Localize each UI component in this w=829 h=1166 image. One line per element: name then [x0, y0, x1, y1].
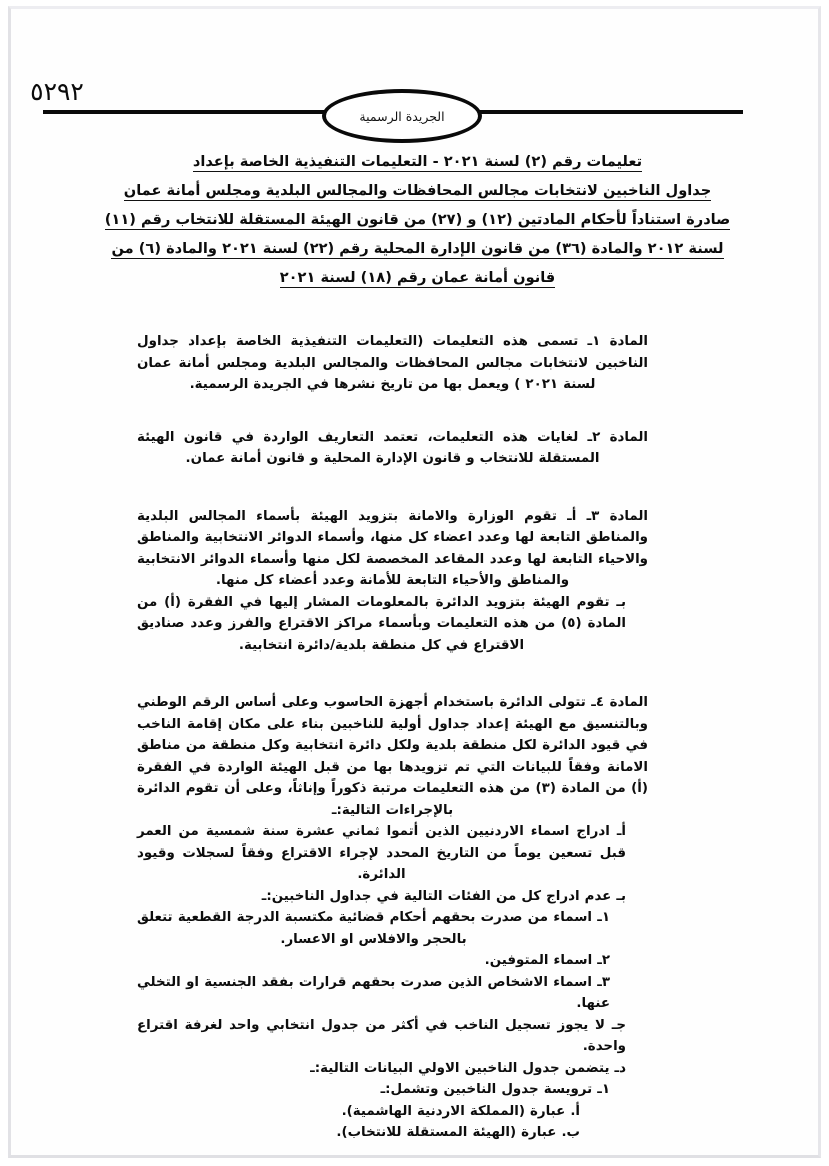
- title-line-5-text: قانون أمانة عمان رقم (١٨) لسنة ٢٠٢١: [279, 269, 556, 286]
- article-2-text: المادة ٢ـ لغايات هذه التعليمات، تعتمد التعاريف الواردة في قانون الهيئة المستقلة للانتخاب و قانون الإدارة المحلية و قانون أمانة عمان.: [137, 429, 648, 466]
- article-4-item-d-1-b: ب. عبارة (الهيئة المستقلة للانتخاب).: [336, 1125, 580, 1140]
- article-3-item-a: المادة ٣ـ أـ تقوم الوزارة والامانة بتزويد الهيئة بأسماء المجالس البلدية والمناطق التابعة لها وعدد اعضاء كل منها، وأسماء الدوائر الانتخابية والمناطق والاحياء التابعة لها وعدد المقاعد المخصصة لكل منها وأسماء الدوائر الانتخابية والمناطق والأحياء التابعة للأمانة وعدد أعضاء كل منها.: [137, 508, 648, 588]
- article-4-item-b-3: ٣ـ اسماء الاشخاص الذين صدرت بحقهم قرارات بفقد الجنسية او التخلي عنها.: [137, 974, 610, 1011]
- article-4-item-d: دـ يتضمن جدول الناخبين الاولي البيانات التالية:ـ: [310, 1060, 626, 1076]
- scanned-page-sheet: [8, 6, 821, 1158]
- spacer: [11, 486, 824, 506]
- title-line-3-text: صادرة استناداً لأحكام المادتين (١٢) و (٢٧) من قانون الهيئة المستقلة للانتخاب رقم (١١): [104, 211, 731, 228]
- article-4-item-d-1-a: أ. عبارة (المملكة الاردنية الهاشمية).: [341, 1103, 580, 1119]
- article-4-item-a: أـ ادراج اسماء الاردنيين الذين أتموا ثماني عشرة سنة شمسية من العمر قبل تسعين يوماً من التاريخ المحدد لإجراء الاقتراع وفقاً لسجلات وقيود الدائرة.: [137, 824, 626, 882]
- title-line-2: [11, 176, 824, 205]
- title-line-4: [11, 234, 824, 263]
- article-4-item-b-1: ١ـ اسماء من صدرت بحقهم أحكام قضائية مكتسبة الدرجة القطعية تتعلق بالحجر والافلاس او الاعسار.: [137, 910, 610, 947]
- title-line-5: [11, 263, 824, 292]
- title-line-4-text: لسنة ٢٠١٢ والمادة (٣٦) من قانون الإدارة المحلية رقم (٢٢) لسنة ٢٠٢١ والمادة (٦) من: [111, 240, 724, 257]
- article-3: [11, 506, 824, 657]
- article-4-item-b-2: ٢ـ اسماء المتوفين.: [484, 953, 610, 968]
- article-4-item-d-1: ١ـ ترويسة جدول الناخبين وتشمل:ـ: [380, 1082, 610, 1097]
- spacer: [11, 412, 824, 427]
- page-header: [11, 73, 824, 133]
- article-4-item-c: جـ لا يجوز تسجيل الناخب في أكثر من جدول انتخابي واحد لغرفة اقتراع واحدة.: [137, 1017, 626, 1054]
- title-line-1: [11, 147, 824, 176]
- article-2: [11, 427, 824, 470]
- document-body: [11, 331, 824, 1160]
- title-line-2-text: جداول الناخبين لانتخابات مجالس المحافظات والمجالس البلدية ومجلس أمانة عمان: [123, 182, 712, 199]
- article-4-intro: المادة ٤ـ تتولى الدائرة باستخدام أجهزة الحاسوب وعلى أساس الرقم الوطني وبالتنسيق مع الهيئة إعداد جداول أولية للناخبين بناء على مكان إقامة الناخب في قيود الدائرة لكل منطقة بلدية ولكل دائرة انتخابية وكل منطقة من مناطق الامانة وفقاً للبيانات التي تم تزويدها بها من قبل الهيئة الواردة في الفقرة (أ) من المادة (٣) من هذه التعليمات مرتبة ذكوراً وإناثاً، وعلى أن تقوم الدائرة بالإجراءات التالية:ـ: [137, 695, 648, 818]
- article-4-item-b: بـ عدم ادراج كل من الفئات التالية في جداول الناخبين:ـ: [261, 888, 626, 904]
- article-1-text: المادة ١ـ تسمى هذه التعليمات (التعليمات التنفيذية الخاصة بإعداد جداول الناخبين لانتخابات مجالس المحافظات والمجالس البلدية ومجلس أمانة عمان لسنة ٢٠٢١ ) ويعمل بها من تاريخ نشرها في الجريدة الرسمية.: [137, 334, 648, 392]
- article-4: [11, 692, 824, 1144]
- gazette-oval-badge: [322, 89, 482, 143]
- page-number: ٥٢٩٢: [30, 77, 84, 106]
- article-1: [11, 331, 824, 396]
- title-line-1-text: تعليمات رقم (٢) لسنة ٢٠٢١ - التعليمات التنفيذية الخاصة بإعداد: [192, 153, 643, 170]
- gazette-oval-label: الجريدة الرسمية: [359, 108, 445, 124]
- spacer: [11, 672, 824, 692]
- title-line-3: [11, 205, 824, 234]
- document-title: [11, 147, 824, 292]
- article-3-item-b: بـ تقوم الهيئة بتزويد الدائرة بالمعلومات المشار إليها في الفقرة (أ) من المادة (٥) من هذه التعليمات وبأسماء مراكز الاقتراع والفرز وعدد صناديق الاقتراع في كل منطقة بلدية/دائرة انتخابية.: [137, 594, 626, 653]
